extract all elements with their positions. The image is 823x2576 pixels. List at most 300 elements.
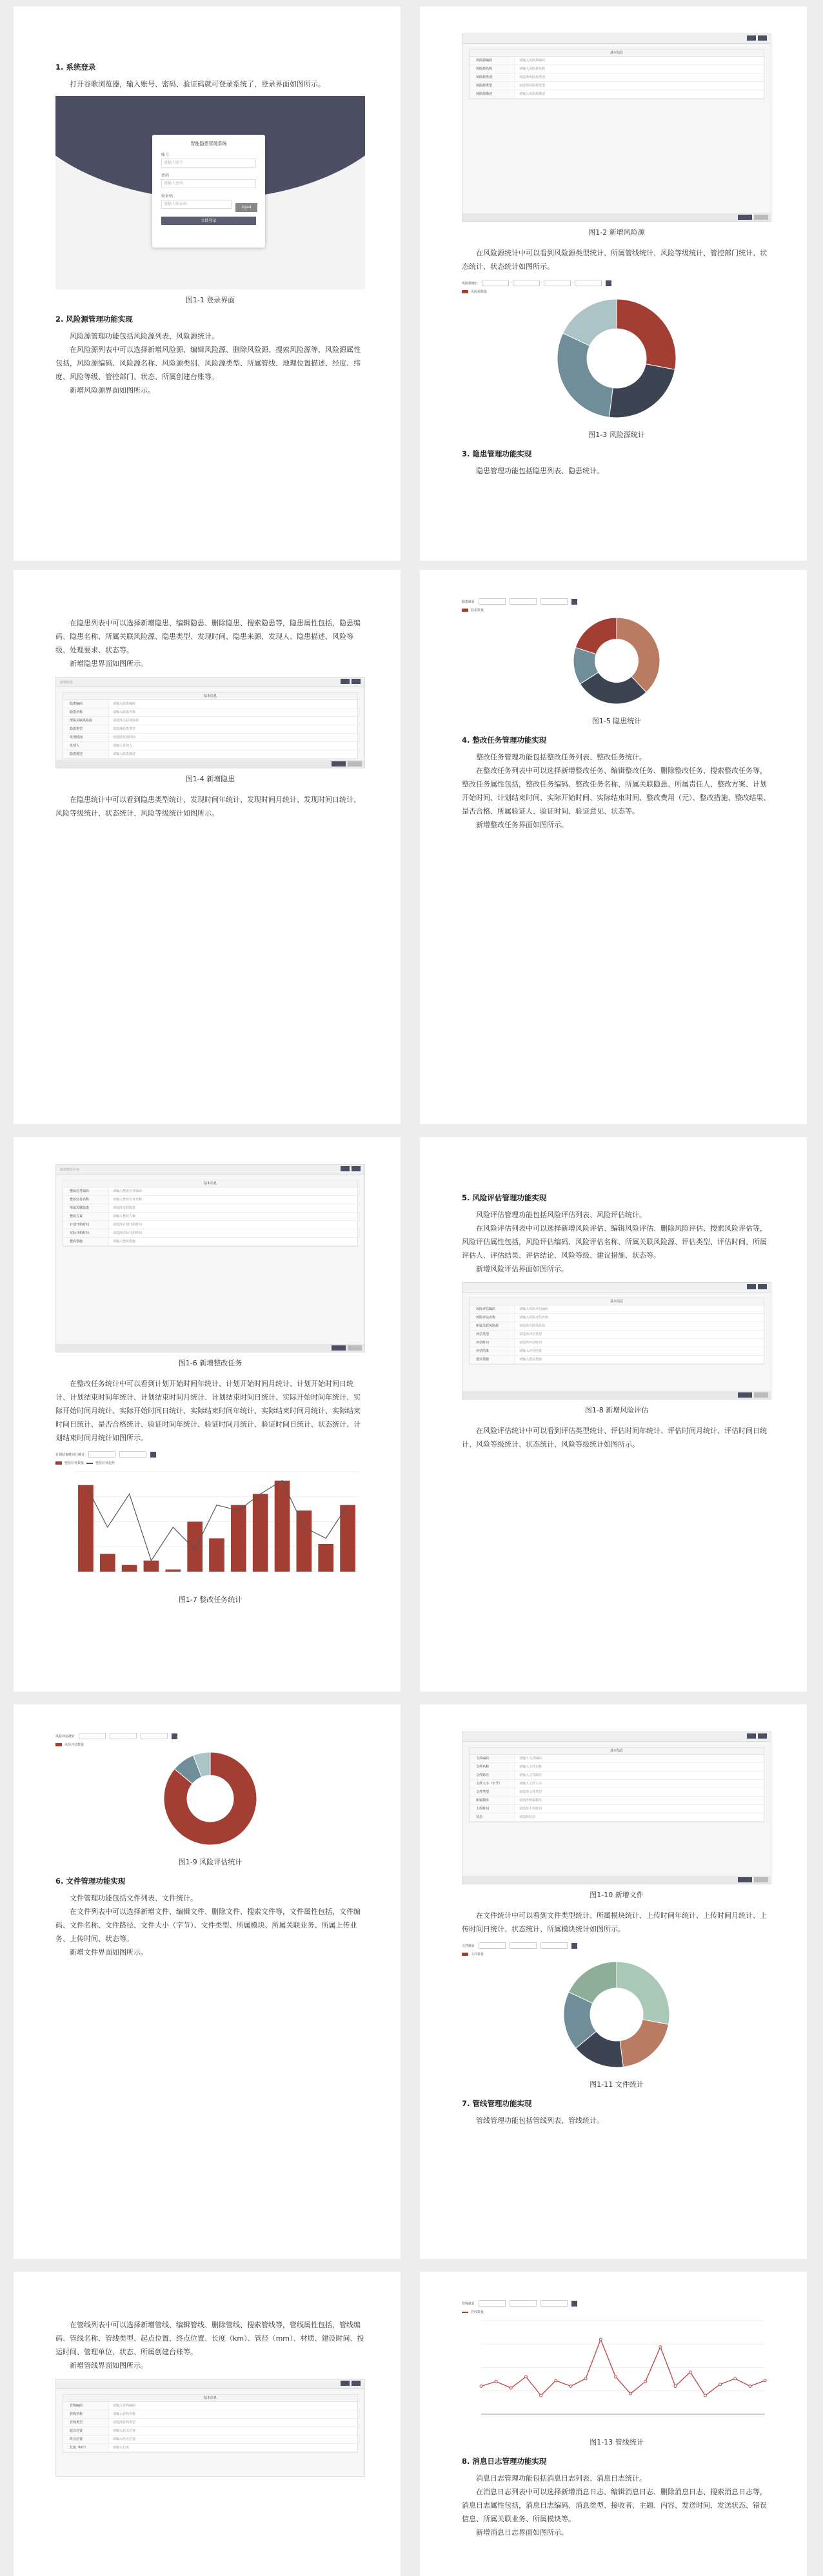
form-row-input[interactable]: 请选择评估类型 [519,1332,542,1336]
paragraph: 在管线列表中可以选择新增管线、编辑管线、删除管线、搜索管线等，管线属性包括，管线编码、管线名称、管线类型、起点位置、终点位置、长度（km）、管径（mm）、材质、建设时间、投运时间、管理单位、状态、所属创建台账等。 [55,2321,364,2356]
form-row-input[interactable]: 请输入整改措施 [113,1240,136,1244]
paragraph: 新增隐患界面如图所示。 [70,659,148,668]
form-row-input[interactable]: 请输入评估结果 [519,1349,542,1353]
form-row [470,1305,764,1314]
figure-caption: 图1-7 整改任务统计 [178,1595,243,1604]
close-button[interactable] [754,1877,768,1882]
paragraph: 在文件列表中可以选择新增文件、编辑文件、删除文件、搜索文件等，文件属性包括，文件编码、文件名称、文件路径、文件大小（字节）、文件类型、所属模块、所属关联业务、所属上传业务、上传时间、状态等。 [55,1908,361,1943]
figure-caption: 图1-2 新增风险源 [588,228,645,237]
form-row [470,1331,764,1339]
filter-select[interactable] [544,280,571,286]
form-row-input[interactable]: 请输入文件大小 [519,1782,542,1786]
form-row-label: 评估类型 [470,1331,515,1338]
form-header: 基本信息 [63,2395,357,2402]
code-label: 验证码 [161,194,174,199]
close-button[interactable] [348,1345,362,1351]
form-row [470,1797,764,1805]
form-row [470,1755,764,1763]
form-row-input[interactable]: 请选择关联隐患 [113,1206,136,1210]
form-header: 基本信息 [470,1748,764,1755]
data-point [555,2379,557,2382]
paragraph: 管线管理功能包括管线列表、管线统计。 [476,2116,604,2125]
data-point [524,2376,527,2378]
chart-title: 计划结束时间月统计 [55,1452,85,1457]
form-row [63,1204,357,1213]
paragraph: 新增风险源界面如图所示。 [70,386,155,395]
chart-screenshot [462,2299,771,2432]
form-title: 新增整改任务 [60,1167,80,1172]
form-row-label: 所属关联隐患 [63,1204,109,1212]
data-point [599,2338,602,2341]
paragraph: 文件管理功能包括文件列表、文件统计。 [70,1894,197,1902]
section-heading: 8. 消息日志管理功能实现 [462,2457,547,2466]
paragraph: 风险评估管理功能包括风险评估列表、风险评估统计。 [476,1211,646,1219]
form-row-label: 发现人 [63,742,109,750]
submit-button[interactable] [738,215,752,220]
paragraph: 在风险源列表中可以选择新增风险源、编辑风险源、删除风险源、搜索风险源等，风险源属性包括，风险源编码、风险源名称、风险源类别、风险源类型、所属管线、地理位置描述、经度、纬度、风险等级、管控部门、状态、所属创建台账等。 [55,346,361,381]
filter-select[interactable] [513,280,540,286]
form-row-label: 管线名称 [63,2410,109,2418]
form-row [470,1788,764,1797]
form-row-input[interactable]: 请输入管线名称 [113,2412,136,2416]
form-row-input[interactable]: 请输入管线编码 [113,2404,136,2408]
form-row-label: 隐患类型 [63,725,109,733]
bar [100,1554,115,1572]
form-screenshot [462,1732,771,1884]
figure-caption: 图1-6 新增整改任务 [178,1359,243,1367]
form-row-input[interactable]: 请选择发现时间 [113,736,136,739]
form-row [470,82,764,90]
bar [253,1494,268,1572]
form-row-label: 起点位置 [63,2427,109,2435]
chart-filter-label: 管线统计 [462,2301,475,2306]
paragraph: 在风险评估列表中可以选择新增风险评估、编辑风险评估、删除风险评估、搜索风险评估等，风险评估属性包括，风险评估编码、风险评估名称、所属关联风险源、评估类型、评估时间、所属评估人、评估结果、评估结论、风险等级、建议措施、状态等。 [462,1224,767,1260]
filter-select[interactable] [482,280,509,286]
form-row-input[interactable]: 请输入整改任务名称 [113,1198,143,1202]
legend-swatch-line [86,1463,93,1464]
form-row [470,90,764,99]
form-row-label: 风险评估编码 [470,1305,515,1313]
form-row-label: 风险评估名称 [470,1314,515,1322]
data-point [630,2392,632,2395]
form-row-input[interactable]: 请输入整改方案 [113,1215,136,1218]
form-row-input[interactable]: 请输入整改任务编码 [113,1189,143,1193]
section-heading: 2. 风险源管理功能实现 [55,315,133,324]
form-row-label: 整改任务名称 [63,1196,109,1204]
form-row [470,73,764,82]
form-row-input[interactable]: 请输入风险源编码 [519,59,546,63]
paragraph: 整改任务管理功能包括整改任务列表、整改任务统计。 [476,753,646,761]
form-row [63,2402,357,2410]
paragraph: 在文件统计中可以看到文件类型统计、所属模块统计、上传时间年统计、上传时间月统计、上传时间日统计、状态统计、所属模块统计如图所示。 [462,1911,767,1933]
data-point [749,2385,751,2388]
document-page-6 [420,1137,807,1692]
form-row-input[interactable]: 请输入长度 [113,2446,130,2450]
form-row-label: 风险源描述 [470,90,515,98]
chart-screenshot [462,278,771,424]
filter-select[interactable] [575,280,602,286]
figure-caption: 图1-5 隐患统计 [591,717,642,725]
form-row-label: 管线编码 [63,2402,109,2410]
form-row-label: 所属关联风险源 [63,717,109,725]
form-row-input[interactable]: 请选择计划开始时间 [113,1223,143,1227]
data-point [495,2380,497,2383]
filter-select[interactable] [510,598,537,605]
document-page-1 [14,6,401,561]
form-row-label: 风险源编码 [470,57,515,64]
form-screenshot [55,2379,365,2477]
data-point [584,2377,587,2380]
line-chart [462,2314,771,2430]
form-row-input[interactable]: 请输入风险源描述 [519,92,546,96]
form-row-label: 上传时间 [470,1805,515,1813]
search-button[interactable] [571,1943,577,1949]
submit-button[interactable] [738,1877,752,1882]
document-page-9 [14,2272,401,2576]
data-point [734,2377,737,2380]
filter-select[interactable] [479,2300,506,2307]
form-row [63,2435,357,2444]
legend-label: 文件数量 [471,1953,484,1956]
form-header: 基本信息 [63,693,357,700]
form-row [470,1347,764,1356]
form-row-label: 风险源名称 [470,65,515,73]
form-row [470,1763,764,1771]
form-row-input[interactable]: 请选择风险源类别 [519,75,546,79]
captcha-image[interactable]: 2ga4 [235,203,257,212]
user-label: 账号 [161,153,170,157]
bar [187,1522,203,1572]
form-row-label: 文件大小（字节） [470,1780,515,1788]
paragraph: 在整改任务统计中可以看到计划开始时间年统计、计划开始时间月统计、计划开始时间日统计、计划结束时间年统计、计划结束时间月统计、计划结束时间日统计、实际开始时间年统计、实际开始时间月统计、实际开始时间日统计、实际结束时间年统计、实际结束时间月统计、实际结束时间日统计、是否合格统计、验证时间年统计、验证时间月统计、验证时间日统计、状态统计、计划结束时间月统计如图所示。 [55,1380,361,1442]
pwd-label: 密码 [161,173,170,178]
legend-label: 风险评估数量 [64,1743,84,1747]
form-row [63,734,357,742]
filter-select[interactable] [479,598,506,605]
form-row-label: 文件名称 [470,1763,515,1771]
submit-button[interactable] [332,1345,346,1351]
chart-screenshot [55,1450,365,1589]
login-title: 智能隐患管理系统 [190,141,227,146]
section-heading: 1. 系统登录 [55,63,96,72]
form-row [470,1339,764,1347]
paragraph: 在消息日志列表中可以选择新增消息日志、编辑消息日志、删除消息日志、搜索消息日志等，消息日志属性包括，消息日志编码、消息类型、接收者、主题、内容、发送时间、发送状态、错误信息、所属关联业务、所属模块等。 [462,2488,767,2523]
search-button[interactable] [571,2301,577,2307]
filter-select[interactable] [110,1733,137,1739]
legend-label: 管线数量 [471,2310,484,2314]
section-heading: 4. 整改任务管理功能实现 [462,736,547,745]
figure-caption: 图1-8 新增风险评估 [584,1406,649,1414]
form-row [63,1213,357,1221]
paragraph: 打开谷歌浏览器，输入账号、密码、验证码就可登录系统了，登录界面如图所示。 [70,80,325,88]
form-row-input[interactable]: 请输入隐患描述 [113,752,136,756]
form-row-label: 管线类型 [63,2419,109,2426]
paragraph: 消息日志管理功能包括消息日志列表、消息日志统计。 [476,2474,646,2483]
bar [165,1570,181,1572]
search-button[interactable] [571,599,577,605]
form-row-label: 文件编码 [470,1755,515,1762]
data-point [659,2346,662,2348]
pie-slice [617,299,676,369]
login-button[interactable]: 立即登录 [161,217,256,225]
paragraph: 隐患管理功能包括隐患列表、隐患统计。 [476,467,604,475]
close-button[interactable] [348,761,362,766]
paragraph: 新增管线界面如图所示。 [70,2361,148,2370]
form-row [470,65,764,73]
section-heading: 7. 管线管理功能实现 [462,2099,532,2108]
form-row [63,708,357,717]
form-row-label: 状态 [470,1813,515,1821]
donut-chart [462,294,771,423]
form-screenshot [462,1282,771,1400]
submit-button[interactable] [738,1392,752,1398]
paragraph: 新增文件界面如图所示。 [70,1948,148,1956]
data-point [704,2394,706,2397]
form-row-input[interactable]: 请选择管线类型 [113,2421,136,2425]
section-heading: 3. 隐患管理功能实现 [462,449,532,458]
form-row-label: 风险源类型 [470,82,515,90]
bar [209,1538,224,1572]
figure-caption: 图1-1 登录界面 [185,296,235,304]
form-row-input[interactable]: 请选择隐患类型 [113,727,136,731]
document-page-2 [420,6,807,561]
bar [78,1485,94,1572]
filter-select[interactable] [540,2300,568,2307]
pie-slice [620,2020,668,2067]
form-title: 新增隐患 [60,680,74,685]
donut-chart [55,1747,365,1850]
chart-screenshot [462,1941,771,2074]
filter-select[interactable] [88,1451,115,1458]
bar [144,1561,159,1572]
figure-caption: 图1-9 风险评估统计 [178,1858,243,1866]
filter-select[interactable] [540,598,568,605]
bar [297,1510,312,1572]
filter-select[interactable] [510,2300,537,2307]
form-row-label: 整改任务编码 [63,1187,109,1195]
figure-caption: 图1-4 新增隐患 [185,775,235,783]
paragraph: 在隐患统计中可以看到隐患类型统计、发现时间年统计、发现时间月统计、发现时间日统计、风险等级统计、状态统计、风险等级统计如图所示。 [55,795,361,817]
form-row-label: 文件类型 [470,1788,515,1796]
login-screenshot [55,96,365,289]
form-row-label: 发现时间 [63,734,109,741]
section-heading: 5. 风险评估管理功能实现 [462,1193,547,1202]
form-row-input[interactable]: 请输入风险源名称 [519,67,546,71]
document-page-8 [420,1704,807,2259]
paragraph: 新增消息日志界面如图所示。 [476,2528,568,2537]
form-row-label: 长度（km） [63,2444,109,2452]
pie-slice [609,364,675,418]
form-row-input[interactable]: 请选择关联风险源 [113,719,139,723]
filter-select[interactable] [540,1942,568,1949]
chart-filter-label: 隐患统计 [462,600,475,604]
form-row-input[interactable]: 请输入风险评估名称 [519,1316,549,1320]
form-row-input[interactable]: 请选择状态 [519,1815,536,1819]
legend-label: 风险源数量 [471,290,488,294]
form-row-input[interactable]: 请选择关联风险源 [519,1324,546,1328]
paragraph: 风险源管理功能包括风险源列表、风险源统计。 [70,332,219,340]
bar [122,1565,137,1572]
form-row [63,742,357,750]
pie-slice [617,618,660,692]
form-row-label: 所属模块 [470,1797,515,1804]
form-row-input[interactable]: 请输入文件编码 [519,1757,542,1761]
chart-filter-label: 风险源统计 [462,281,479,286]
figure-caption: 图1-11 文件统计 [590,2080,644,2089]
figure-caption: 图1-13 管线统计 [590,2438,644,2446]
form-row [63,2427,357,2435]
form-row [470,1813,764,1822]
form-row [63,1238,357,1246]
form-row-input[interactable]: 请输入隐患编码 [113,702,136,706]
search-button[interactable] [606,280,611,286]
form-row [470,57,764,65]
form-row [63,717,357,725]
donut-chart [462,1956,771,2073]
close-button[interactable] [754,215,768,220]
form-row [470,1356,764,1364]
user-input[interactable]: 请输入账号 [161,159,256,168]
data-point [614,2376,617,2378]
form-row-input[interactable]: 请选择评估时间 [519,1341,542,1345]
paragraph: 新增整改任务界面如图所示。 [476,821,568,829]
pie-slice [557,333,613,417]
filter-select[interactable] [510,1942,537,1949]
form-row-input[interactable]: 请输入起点位置 [113,2429,136,2433]
legend-line-label: 整改任务趋势 [95,1461,115,1465]
form-row-label: 计划开始时间 [63,1221,109,1229]
form-row-input[interactable]: 请输入建议措施 [519,1358,542,1361]
form-header: 基本信息 [470,1298,764,1305]
form-row-label: 实际开始时间 [63,1229,109,1237]
form-row [63,725,357,734]
data-point [689,2371,691,2374]
bar [318,1544,333,1572]
form-row [470,1322,764,1331]
form-row-label: 风险源类别 [470,73,515,81]
data-point [570,2385,572,2388]
section-heading: 6. 文件管理功能实现 [55,1877,126,1886]
form-row-input[interactable]: 请选择文件类型 [519,1790,542,1794]
document-page-7 [14,1704,401,2259]
data-point [540,2394,542,2397]
data-point [644,2380,647,2383]
form-header: 基本信息 [470,50,764,57]
bar-line-chart [55,1465,365,1588]
chart-screenshot [55,1732,365,1851]
form-row-input[interactable]: 请输入发现人 [113,744,133,748]
donut-chart [462,612,771,709]
chart-filter-label: 文件统计 [462,1944,475,1948]
legend-label: 隐患数量 [471,609,484,612]
filter-select[interactable] [79,1733,106,1739]
form-row-label: 隐患描述 [63,750,109,758]
filter-select[interactable] [119,1451,146,1458]
search-button[interactable] [172,1733,177,1739]
form-row-label: 整改方案 [63,1213,109,1220]
submit-button[interactable] [332,761,346,766]
data-point [480,2385,482,2388]
form-row [470,1771,764,1780]
form-row [63,700,357,708]
form-row-label: 评估时间 [470,1339,515,1347]
form-row-input[interactable]: 请选择所属模块 [519,1799,542,1802]
form-row-input[interactable]: 请输入风险评估编码 [519,1307,549,1311]
data-point [719,2383,722,2386]
chart-filter-label: 风险评估统计 [55,1734,75,1739]
legend-bar-label: 整改任务数量 [64,1461,84,1465]
form-row-label: 隐患编码 [63,700,109,708]
pwd-input[interactable]: 请输入密码 [161,179,256,188]
form-row [63,1187,357,1196]
form-row [63,1221,357,1229]
form-row-input[interactable]: 请输入文件路径 [519,1773,542,1777]
document-page-4 [420,570,807,1124]
form-row-input[interactable]: 请输入隐患名称 [113,710,136,714]
form-row [63,2444,357,2452]
legend-swatch [462,290,468,293]
filter-select[interactable] [141,1733,168,1739]
form-row [470,1314,764,1322]
form-row [470,1805,764,1813]
data-point [674,2385,677,2388]
filter-select[interactable] [479,1942,506,1949]
form-screenshot [462,34,771,222]
document-page-5 [14,1137,401,1692]
data-point [510,2386,512,2389]
form-row-label: 隐患名称 [63,708,109,716]
bar [275,1481,290,1572]
form-row-label: 建议措施 [470,1356,515,1363]
form-screenshot [55,677,365,768]
search-button[interactable] [150,1452,156,1458]
form-row [63,1229,357,1238]
bar [231,1505,246,1572]
paragraph: 在隐患列表中可以选择新增隐患、编辑隐患、删除隐患、搜索隐患等，隐患属性包括，隐患编码、隐患名称、所属关联风险源、隐患类型、发现时间、隐患来源、发现人、隐患描述、风险等级、处理要求、状态等。 [55,619,361,654]
login-box [152,135,265,248]
figure-caption: 图1-10 新增文件 [590,1891,644,1899]
legend-swatch-bar [55,1461,62,1465]
paragraph: 在整改任务列表中可以选择新增整改任务、编辑整改任务、删除整改任务、搜索整改任务等，整改任务属性包括，整改任务编码、整改任务名称、所属关联隐患、所属责任人、整改方案、计划开始时间、计划结束时间、实际开始时间、实际结束时间、整改费用（元）、整改措施、整改结果、是否合格、所属验证人、验证时间、验证意见、状态等。 [462,766,771,815]
form-row [63,1196,357,1204]
form-row [63,2419,357,2427]
bar [340,1505,355,1572]
form-row-input[interactable]: 请输入终点位置 [113,2437,136,2441]
paragraph: 在风险源统计中可以看到风险源类型统计、所属管线统计、风险等级统计、管控部门统计、状态统计、状态统计如图所示。 [462,249,767,271]
code-input[interactable]: 请输入验证码 [161,200,232,209]
legend-swatch [462,2312,468,2313]
form-row-input[interactable]: 请选择风险源类型 [519,84,546,88]
close-button[interactable] [754,1392,768,1398]
legend-swatch [462,609,468,612]
legend-swatch [462,1953,468,1956]
form-row-input[interactable]: 请选择实际开始时间 [113,1231,143,1235]
form-row [470,1780,764,1788]
form-screenshot [55,1164,365,1352]
form-row-label: 整改措施 [63,1238,109,1245]
document-page-3 [14,570,401,1124]
form-row-label: 评估结果 [470,1347,515,1355]
form-row-label: 所属关联风险源 [470,1322,515,1330]
legend-swatch [55,1743,62,1746]
form-row-input[interactable]: 请输入文件名称 [519,1765,542,1769]
pie-slice [617,1962,669,2024]
form-row-input[interactable]: 请选择上传时间 [519,1807,542,1811]
chart-screenshot [462,597,771,710]
pie-slice [575,618,617,654]
form-row [63,750,357,759]
form-row-label: 文件路径 [470,1771,515,1779]
